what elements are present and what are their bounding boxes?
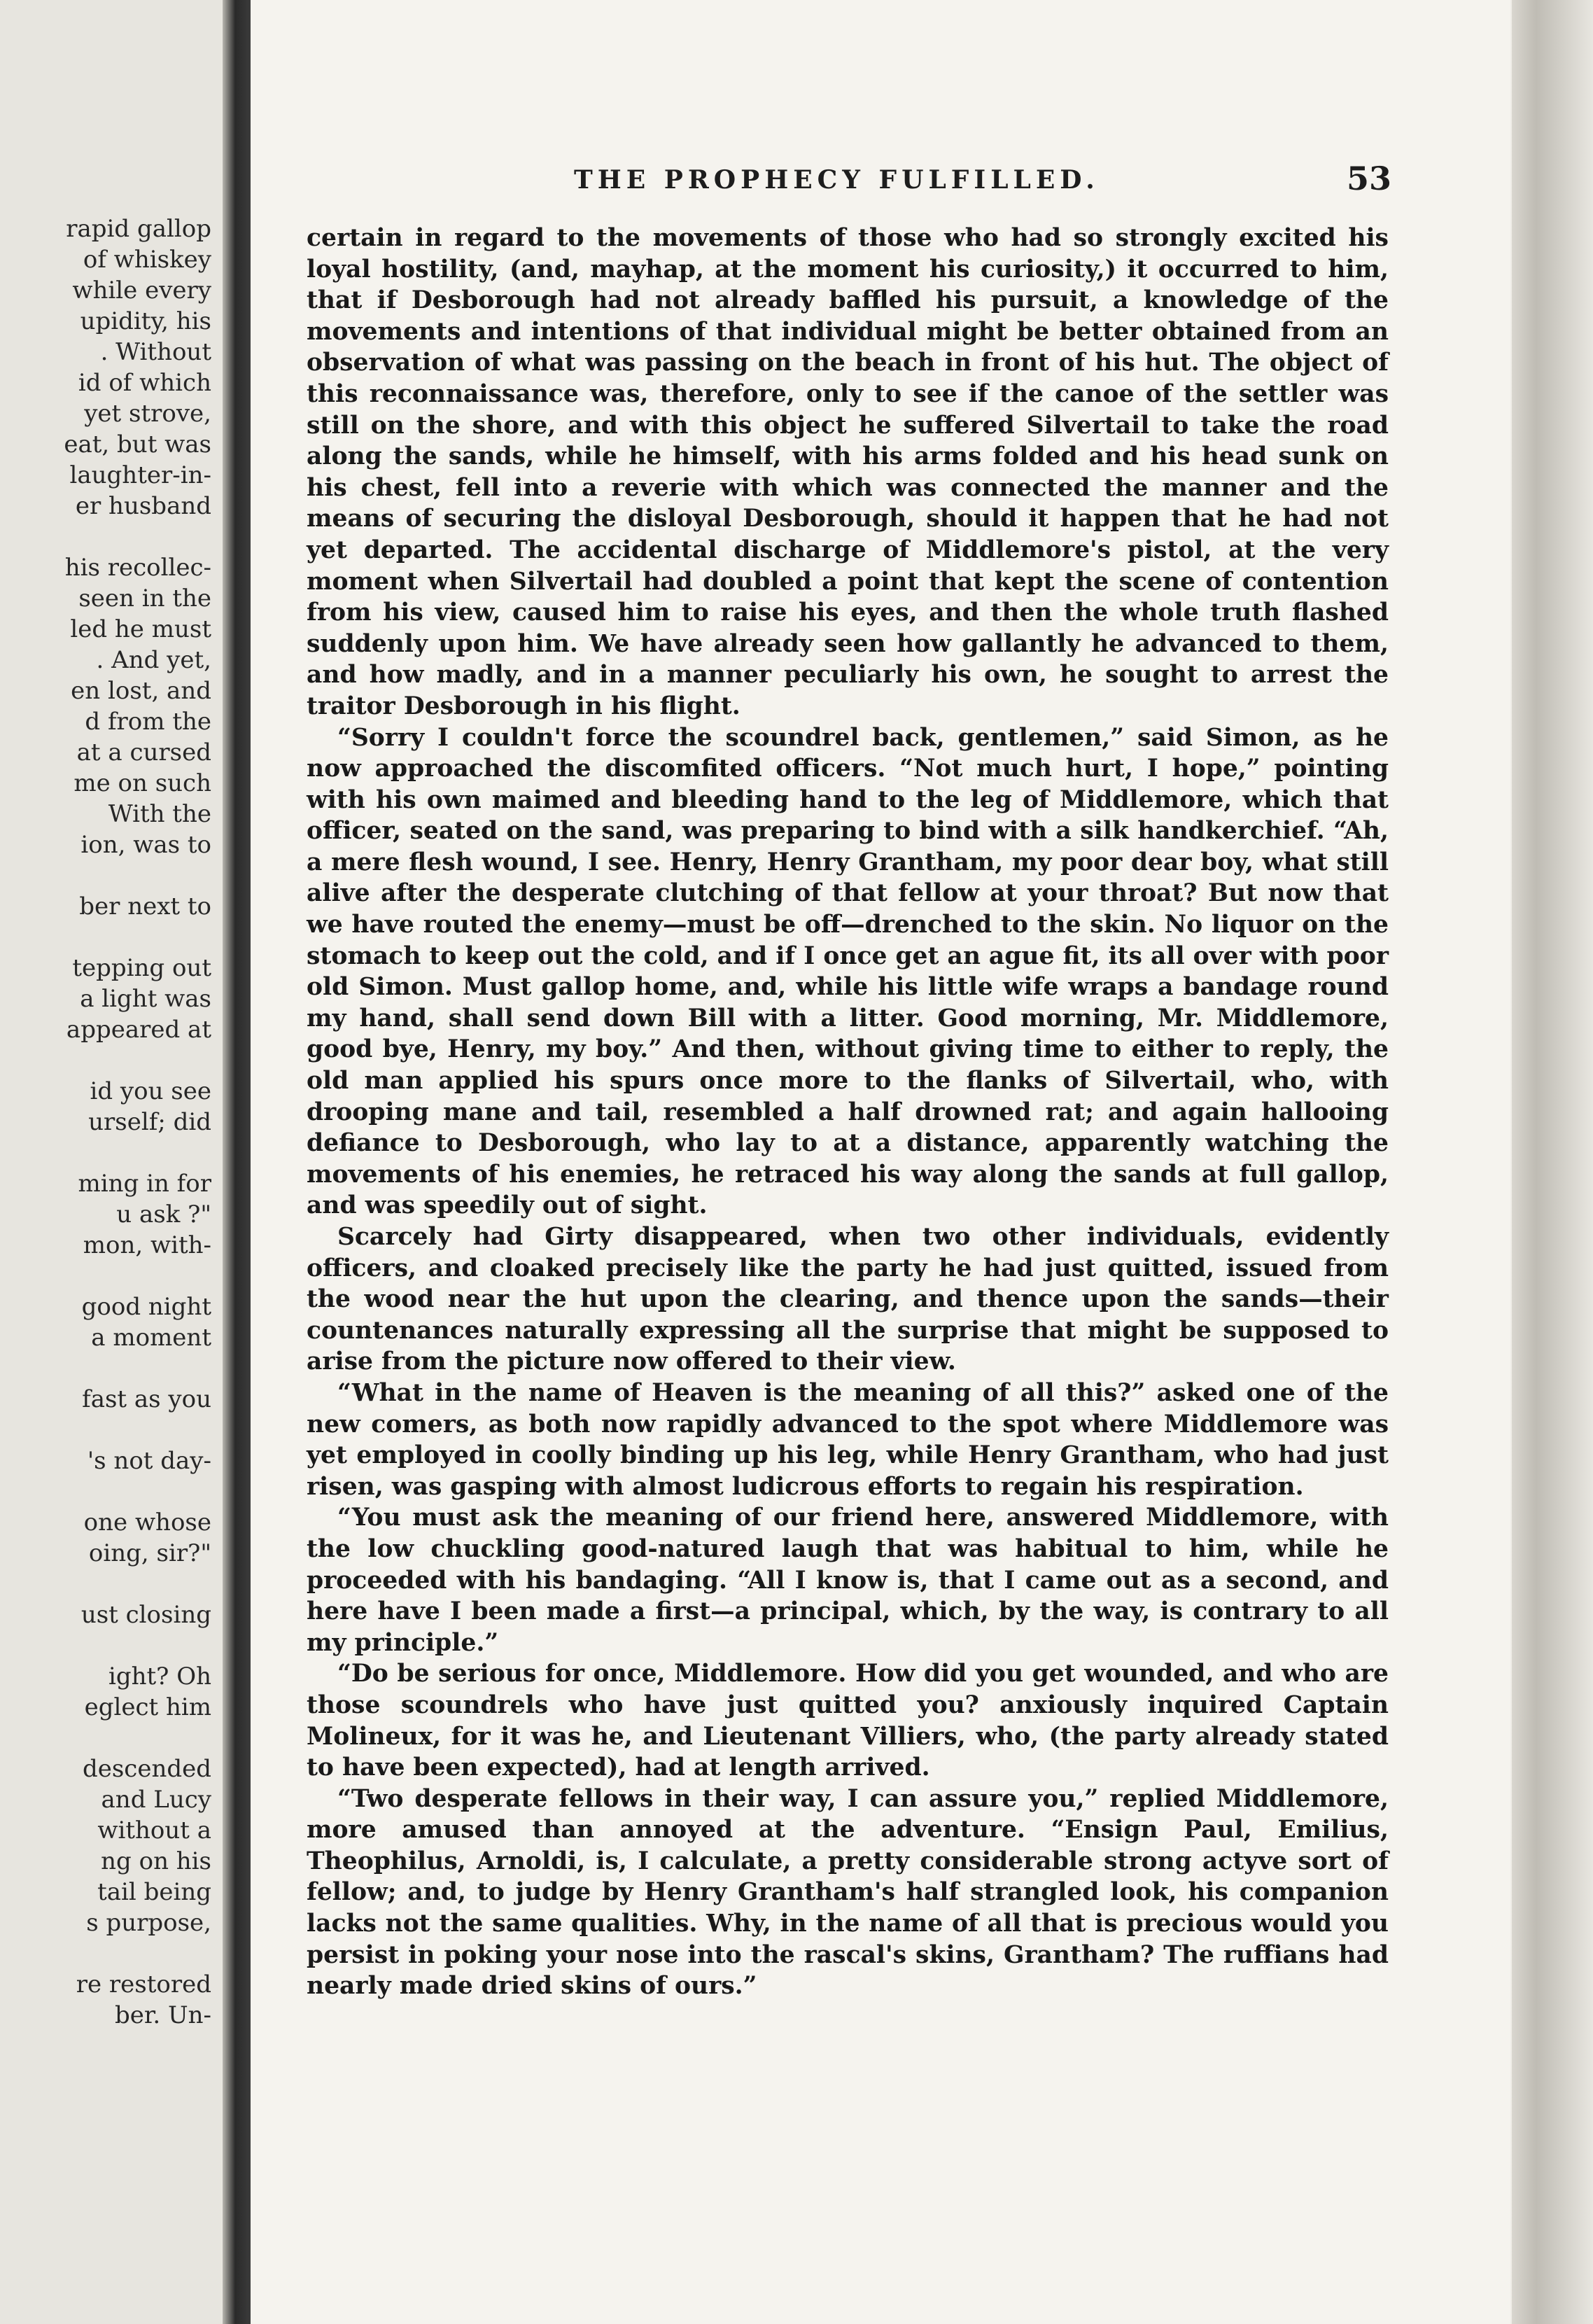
left-page-line: d from the	[85, 708, 211, 736]
paragraph: “What in the name of Heaven is the meaning of all this?” asked one of the new comers, as both now rapidly advanced to the spot where Middlemore was yet employed in coolly binding up his leg, while Henry Grantham, who had just risen, was gasping with almost ludicrous efforts to regain his respiration.	[307, 1378, 1389, 1501]
left-page-line: seen in the	[78, 584, 211, 612]
left-page-line: u ask ?"	[116, 1200, 211, 1228]
left-page-line: s purpose,	[86, 1909, 211, 1937]
left-page-line: ight? Oh	[108, 1662, 211, 1690]
paragraph: “Two desperate fellows in their way, I can assure you,” replied Middlemore, more amused than annoyed at the adventure. “Ensign Paul, Emilius, Theophilus, Arnoldi, is, I calculate, a pretty considerable strong actyve sort of fellow; and, to judge by Henry Grantham's half strangled look, his companion lacks not the same qualities. Why, in the name of all that is precious would you persist in poking your nose into the rascal's skins, Grantham? The ruffians had nearly made dried skins of ours.”	[307, 1784, 1389, 2001]
left-page-line: oing, sir?"	[88, 1539, 211, 1567]
left-page-line: ion, was to	[80, 831, 211, 859]
left-page-line: ber next to	[79, 892, 211, 920]
left-page-line: while every	[72, 276, 211, 304]
left-page-line: at a cursed	[76, 738, 211, 766]
running-head: THE PROPHECY FULFILLED.	[574, 165, 1100, 195]
left-page-line: With the	[108, 800, 211, 828]
left-page-line: rapid gallop	[66, 215, 211, 243]
left-page-line: urself; did	[88, 1108, 211, 1136]
paragraph: “Do be serious for once, Middlemore. How did you get wounded, and who are those scoundrels who have just quitted you? anxiously inquired Captain Molineux, for it was he, and Lieutenant Villiers, who, (the party already stated to have been expected), had at length arrived.	[307, 1660, 1389, 1782]
left-page-line: ng on his	[101, 1847, 211, 1875]
paragraph: Scarcely had Girty disappeared, when two other individuals, evidently officers, and cloaked precisely like the party he had just quitted, issued from the wood near the hut upon the clearing, and thence upon the sands—their countenances naturally expressing all the surprise that might be supposed to arise from the picture now offered to their view.	[307, 1223, 1389, 1376]
left-page-line: mon, with-	[83, 1231, 211, 1259]
paragraph: “You must ask the meaning of our friend here, answered Middlemore, with the low chuckling good-natured laugh that was habitual to him, while he proceeded with his bandaging. “All I know is, that I came out as a second, and here have I been made a first—a principal, which, by the way, is contrary to all my principle.”	[307, 1504, 1389, 1657]
left-page-line: ming in for	[78, 1170, 211, 1198]
left-page-line: descended	[82, 1755, 211, 1783]
body-text	[307, 223, 1389, 2002]
left-page-line: tepping out	[72, 954, 211, 982]
left-page-line: eat, but was	[64, 430, 211, 458]
left-page-line: one whose	[83, 1508, 211, 1536]
left-page-line: . Without	[100, 338, 211, 366]
left-page-line: me on such	[73, 769, 211, 797]
left-page-fragment	[0, 0, 224, 2324]
left-page-line: ber. Un-	[114, 2001, 211, 2029]
left-page-line: upidity, his	[80, 307, 211, 335]
left-page-line: id of which	[78, 369, 211, 397]
left-page-line: led he must	[70, 615, 211, 643]
left-page-line: without a	[97, 1816, 211, 1844]
page-number: 53	[1347, 160, 1392, 197]
paragraph: “Sorry I couldn't force the scoundrel back, gentlemen,” said Simon, as he now approached the discomfited officers. “Not much hurt, I hope,” pointing with his own maimed and bleeding hand to the leg of Middlemore, which that officer, seated on the sand, was preparing to bind with a silk handkerchief. “Ah, a mere flesh wound, I see. Henry, Henry Grantham, my poor dear boy, what still alive after the desperate clutching of that fellow at your throat? But now that we have routed the enemy—must be off—drenched to the skin. No liquor on the stomach to keep out the cold, and if I once get an ague fit, its all over with poor old Simon. Must gallop home, and, while his little wife wraps a bandage round my hand, shall send down Bill with a litter. Good morning, Mr. Middlemore, good bye, Henry, my boy.” And then, without giving time to either to reply, the old man applied his spurs once more to the flanks of Silvertail, who, with drooping mane and tail, resembled a half drowned rat; and again hallooing defiance to Desborough, who lay to at a distance, apparently watching the movements of his enemies, he retraced his way along the sands at full gallop, and was speedily out of sight.	[307, 723, 1389, 1220]
left-page-line: en lost, and	[71, 677, 211, 705]
left-page-line: of whiskey	[83, 246, 211, 274]
left-page-line: tail being	[97, 1878, 211, 1906]
page-edge	[1512, 0, 1593, 2324]
left-page-line: 's not day-	[87, 1447, 211, 1475]
left-page-line: laughter-in-	[69, 461, 211, 489]
left-page-line: ust closing	[80, 1601, 211, 1629]
left-page-line: good night	[81, 1293, 211, 1321]
left-page-line: appeared at	[66, 1016, 211, 1044]
paragraph: certain in regard to the movements of those who had so strongly excited his loyal hostility, (and, mayhap, at the moment his curiosity,) it occurred to him, that if Desborough had not already baffled his pursuit, a knowledge of the movements and intentions of that individual might be better obtained from an observation of what was passing on the beach in front of his hut. The object of this reconnaissance was, therefore, only to see if the canoe of the settler was still on the shore, and with this object he suffered Silvertail to take the road along the sands, while he himself, with his arms folded and his head sunk on his chest, fell into a reverie with which was connected the manner and the means of securing the disloyal Desborough, should it happen that he had not yet departed. The accidental discharge of Middlemore's pistol, at the very moment when Silvertail had doubled a point that kept the scene of contention from his view, caused him to raise his eyes, and then the whole truth flashed suddenly upon him. We have already seen how gallantly he advanced to them, and how madly, and in a manner peculiarly his own, he sought to arrest the traitor Desborough in his flight.	[307, 224, 1389, 720]
left-page-line: a light was	[80, 985, 211, 1013]
left-page-line: and Lucy	[101, 1786, 211, 1814]
left-page-line: er husband	[75, 492, 211, 520]
left-page-line: a moment	[91, 1324, 211, 1352]
left-page-line: eglect him	[84, 1693, 211, 1721]
left-page-line: . And yet,	[96, 646, 211, 674]
left-page-line: re restored	[76, 1970, 211, 1998]
left-page-line: his recollec-	[64, 554, 211, 582]
left-page-line: yet strove,	[84, 400, 211, 428]
book-gutter	[223, 0, 251, 2324]
left-page-line: fast as you	[82, 1385, 211, 1413]
left-page-line: id you see	[90, 1077, 211, 1105]
